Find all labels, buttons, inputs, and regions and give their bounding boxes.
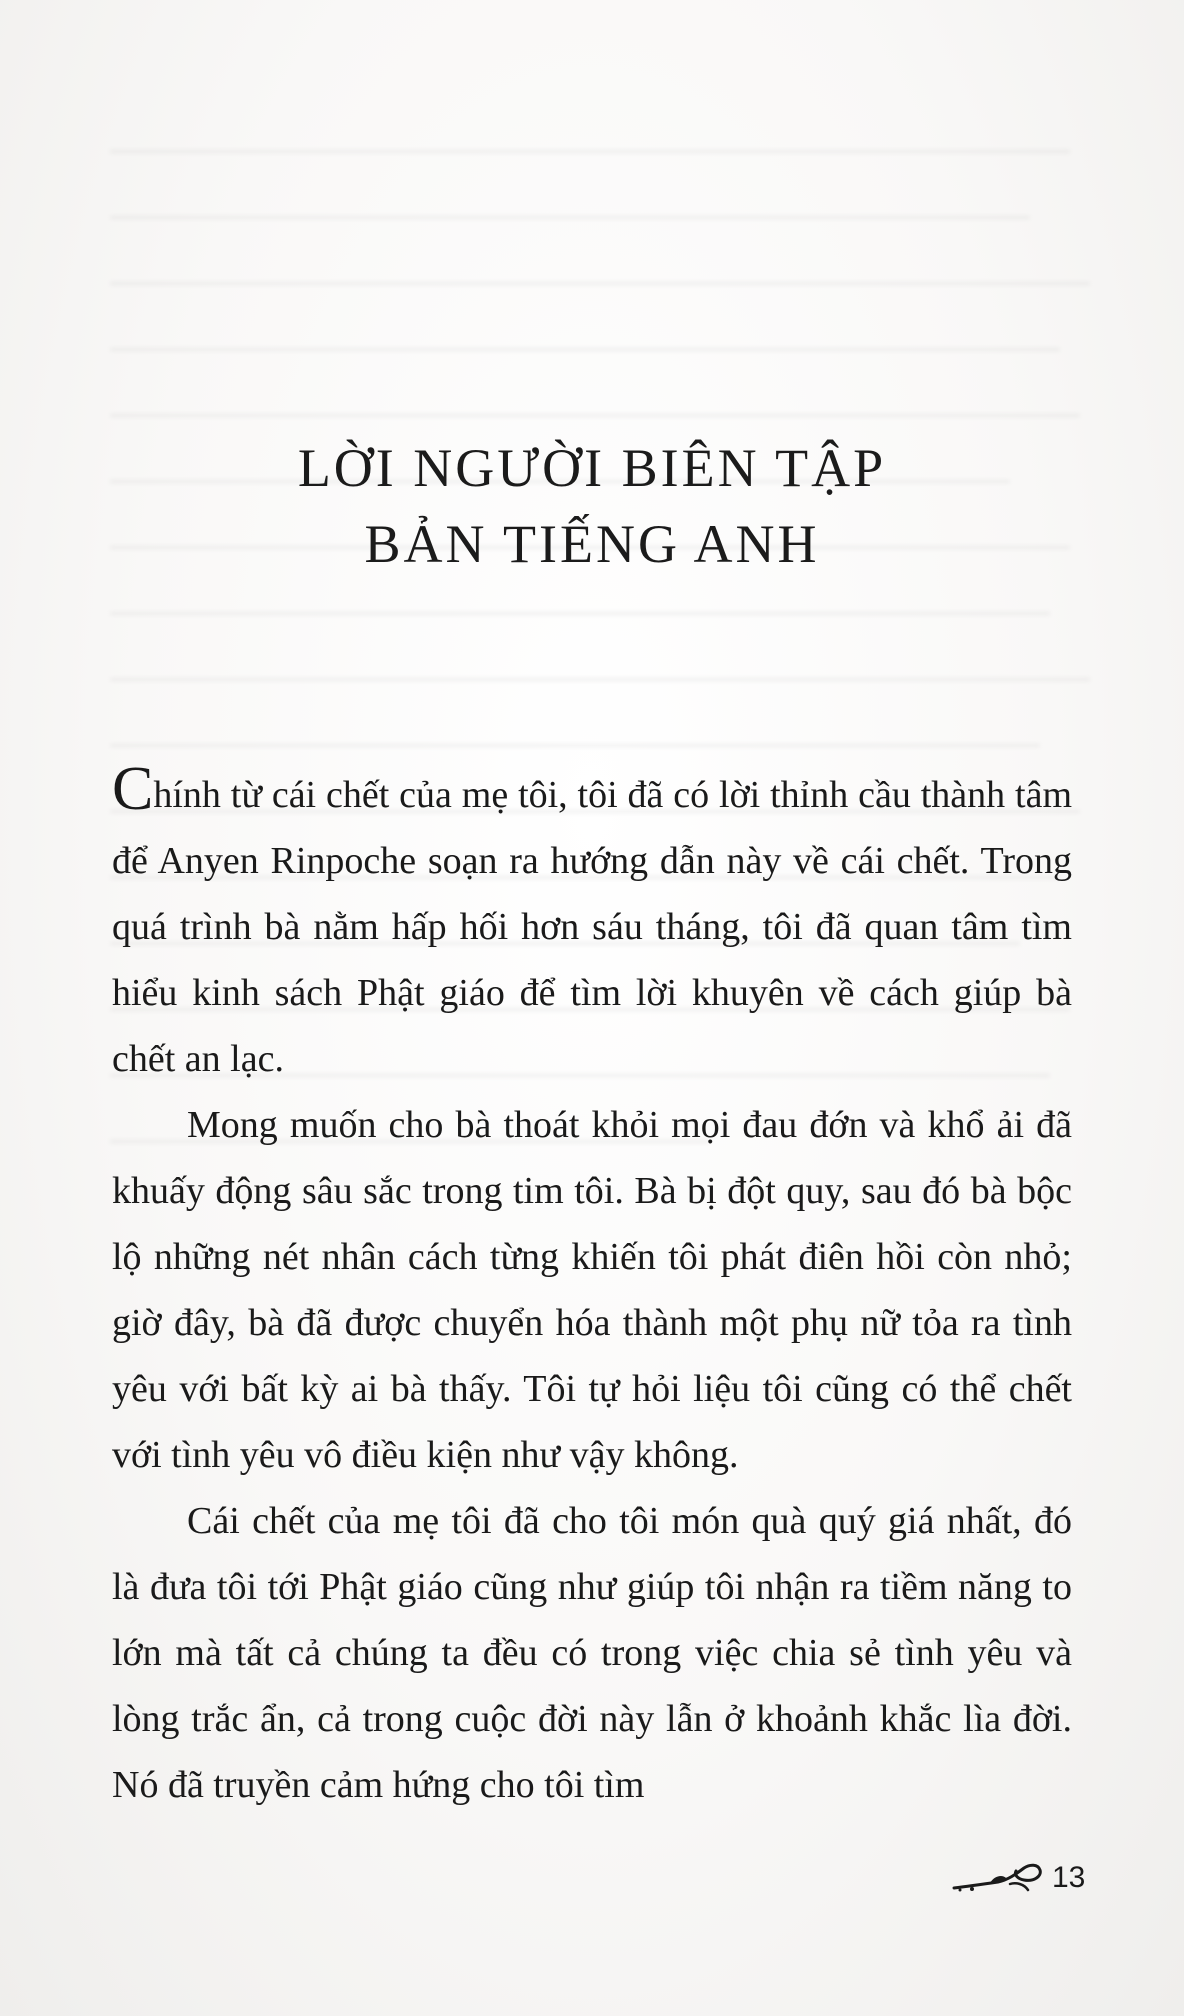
paragraph-2: Mong muốn cho bà thoát khỏi mọi đau đớn và khổ ải đã khuấy động sâu sắc trong tim tôi. Bà bị đột quy, sau đó bà bộc lộ những nét nhân cách từng khiến tôi phát điên hồi còn nhỏ; giờ đây, bà đã được chuyển hóa thành một phụ nữ tỏa ra tình yêu với bất kỳ ai bà thấy. Tôi tự hỏi liệu tôi cũng có thể chết với tình yêu vô điều kiện như vậy không. [112,1104,1072,1476]
paragraph-3: Cái chết của mẹ tôi đã cho tôi món quà quý giá nhất, đó là đưa tôi tới Phật giáo cũng như giúp tôi nhận ra tiềm năng to lớn mà tất cả chúng ta đều có trong việc chia sẻ tình yêu và lòng trắc ẩn, cả trong cuộc đời này lẫn ở khoảnh khắc lìa đời. Nó đã truyền cảm hứng cho tôi tìm [112,1500,1072,1806]
page-number: 13 [1052,1861,1086,1894]
paragraph-1 [112,755,1072,1092]
paragraph-1-text: hính từ cái chết của mẹ tôi, tôi đã có lời thỉnh cầu thành tâm để Anyen Rinpoche soạn ra hướng dẫn này về cái chết. Trong quá trình bà nằm hấp hối hơn sáu tháng, tôi đã quan tâm tìm hiểu kinh sách Phật giáo để tìm lời khuyên về cách giúp bà chết an lạc. [112,774,1072,1080]
body-text [112,755,1072,1818]
chapter-title-line-1: LỜI NGƯỜI BIÊN TẬP [297,438,887,498]
page-footer [950,1858,1085,1898]
chapter-title [0,430,1184,582]
chapter-title-line-2: BẢN TIẾNG ANH [364,514,820,574]
dropcap-letter: C [112,755,154,823]
floral-flourish-icon [950,1858,1048,1898]
